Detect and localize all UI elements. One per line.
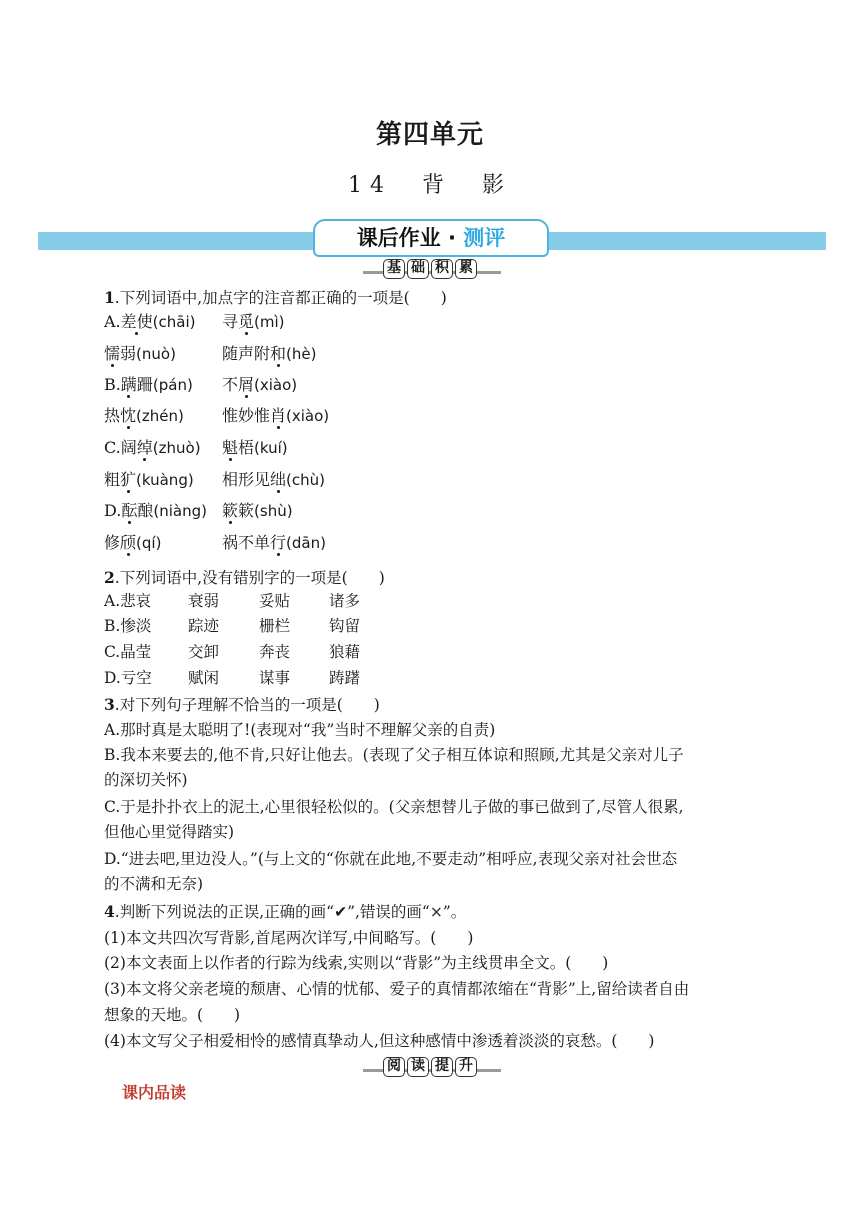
q2-option-word: 交卸: [188, 643, 220, 661]
q2-option-word: 狼藉: [329, 643, 361, 661]
q3-line: C.于是扑扑衣上的泥土,心里很轻松似的。(父亲想替儿子做的事已做到了,尽管人很累,: [104, 798, 684, 816]
question-3-stem: 3.对下列句子理解不恰当的一项是( ): [104, 695, 380, 714]
badge-char: 阅: [383, 1057, 405, 1077]
q2-option-word: C.晶莹: [104, 643, 152, 661]
q1-option-word-1: D.酝酿(niàng): [104, 501, 207, 520]
q4-line: (3)本文将父亲老境的颓唐、心情的忧郁、爱子的真情都浓缩在“背影”上,留给读者自由: [104, 980, 690, 998]
q2-option-word: 妥贴: [259, 592, 291, 610]
banner-label: 课后作业 · 测评: [313, 219, 549, 257]
q4-line: (2)本文表面上以作者的行踪为线索,实则以“背影”为主线贯串全文。( ): [104, 954, 609, 972]
q1-option-word-1: 懦弱(nuò): [104, 344, 176, 363]
q1-option-word-2: 魁梧(kuí): [222, 438, 288, 457]
q2-option-word: A.悲哀: [104, 592, 152, 610]
q1-option-word-2: 寻觅(mì): [222, 312, 285, 331]
badge-char: 升: [455, 1057, 477, 1077]
lesson-title: 14 背 影: [348, 173, 512, 198]
q1-option-word-1: 热忱(zhén): [104, 406, 184, 425]
q3-line: B.我本来要去的,他不肯,只好让他去。(表现了父子相互体谅和照顾,尤其是父亲对儿子: [104, 746, 684, 764]
q1-option-word-2: 随声附和(hè): [222, 344, 317, 363]
badge-char: 础: [407, 259, 429, 279]
q1-option-word-1: C.阔绰(zhuò): [104, 438, 201, 457]
q1-option-word-2: 惟妙惟肖(xiào): [222, 406, 330, 425]
q1-option-word-1: 修颀(qí): [104, 533, 162, 552]
badge-char: 提: [431, 1057, 453, 1077]
q2-option-word: D.亏空: [104, 669, 152, 687]
question-2-stem: 2.下列词语中,没有错别字的一项是( ): [104, 568, 385, 587]
q2-option-word: 诸多: [329, 592, 361, 610]
section-badge-basic: [0, 257, 860, 279]
q4-line: (4)本文写父子相爱相怜的感情真挚动人,但这种感情中渗透着淡淡的哀愁。( ): [104, 1032, 655, 1050]
q2-option-word: 栅栏: [259, 617, 291, 635]
question-1-stem: 1.下列词语中,加点字的注音都正确的一项是( ): [104, 288, 447, 307]
q3-line: D.“进去吧,里边没人。”(与上文的“你就在此地,不要走动”相呼应,表现父亲对社会世态: [104, 850, 678, 868]
q2-option-word: 钩留: [329, 617, 361, 635]
q2-option-word: 衰弱: [188, 592, 220, 610]
q3-line: 但他心里觉得踏实): [104, 823, 235, 841]
q1-option-word-1: 粗犷(kuàng): [104, 470, 194, 489]
q2-option-word: 赋闲: [188, 669, 220, 687]
section-badge-reading: [0, 1055, 860, 1077]
badge-char: 累: [455, 259, 477, 279]
badge-char: 读: [407, 1057, 429, 1077]
badge-char: 积: [431, 259, 453, 279]
q1-option-word-2: 簌簌(shù): [222, 501, 293, 520]
unit-title: 第四单元: [375, 120, 484, 150]
q2-option-word: 奔丧: [259, 643, 291, 661]
q4-line: 想象的天地。( ): [104, 1006, 241, 1024]
q4-line: (1)本文共四次写背影,首尾两次详写,中间略写。( ): [104, 929, 474, 947]
q3-line: A.那时真是太聪明了!(表现对“我”当时不理解父亲的自责): [104, 721, 496, 739]
q2-option-word: 谋事: [259, 669, 291, 687]
badge-char: 基: [383, 259, 405, 279]
q2-option-word: 踪迹: [188, 617, 220, 635]
q1-option-word-1: B.蹒跚(pán): [104, 375, 193, 394]
q2-option-word: 踌躇: [329, 669, 361, 687]
q3-line: 的深切关怀): [104, 771, 188, 789]
q3-line: 的不满和无奈): [104, 875, 204, 893]
question-4-stem: 4.判断下列说法的正误,正确的画“✔”,错误的画“×”。: [104, 902, 467, 921]
q1-option-word-2: 相形见绌(chù): [222, 470, 325, 489]
reading-sub-heading: 课内品读: [122, 1083, 187, 1102]
q1-option-word-2: 不屑(xiào): [222, 375, 298, 394]
q1-option-word-1: A.差使(chāi): [104, 312, 196, 331]
q1-option-word-2: 祸不单行(dān): [222, 533, 326, 552]
q2-option-word: B.惨淡: [104, 617, 152, 635]
